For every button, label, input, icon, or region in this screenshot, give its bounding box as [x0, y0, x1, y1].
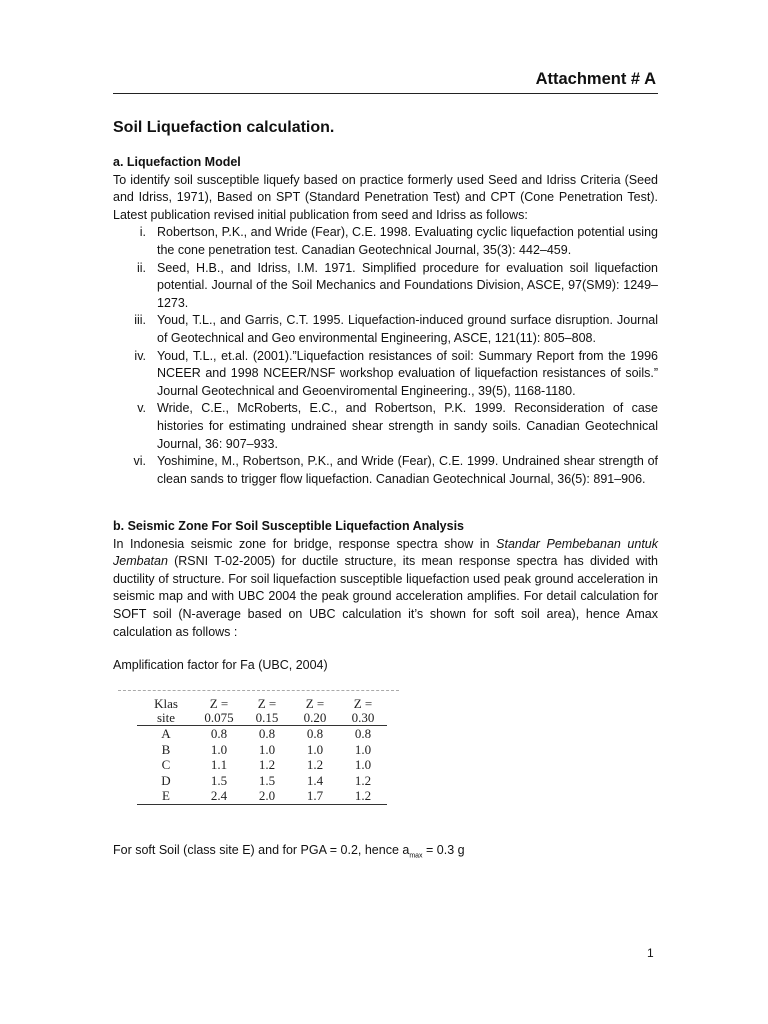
reference-item — [113, 224, 658, 259]
amplification-title: Amplification factor for Fa (UBC, 2004) — [113, 658, 328, 672]
standard-name: Standar Pembebanan untuk Jembatan — [113, 536, 659, 569]
reference-item — [113, 260, 658, 313]
table-header-row — [137, 697, 387, 711]
table-cell: 1.1 — [210, 757, 228, 772]
reference-item — [113, 400, 658, 453]
conclusion-text: For soft Soil (class site E) and for PGA = 0.2, hence a — [113, 843, 410, 857]
table-cell: 0.8 — [354, 726, 372, 741]
amplification-table-image — [115, 690, 405, 826]
table-cell: 1.2 — [339, 788, 387, 804]
table-cell: 1.0 — [354, 741, 372, 757]
reference-text: Youd, T.L., et.al. (2001).”Liquefaction resistances of soil: Summary Report from the 1996 NCEER and 1998 NCEER/NSF workshop evaluation of liquefaction resistances of soils.” Journal Geotechnical and Geoenviromental Engineering., 39(5), 1168-1180. — [157, 348, 658, 398]
section-b — [113, 518, 658, 641]
document-title: Soil Liquefaction calculation. — [113, 119, 335, 136]
reference-number: vi. — [133, 454, 146, 469]
section-a — [113, 154, 658, 488]
table-cell: 1.5 — [258, 772, 276, 788]
header-cell: 0.15 — [243, 711, 291, 726]
table-cell: 1.7 — [291, 788, 339, 804]
amax-subscript: max — [409, 852, 423, 860]
reference-item — [113, 312, 658, 347]
table-cell: 2.0 — [243, 788, 291, 804]
table-cell: 0.8 — [258, 726, 276, 741]
reference-number: i. — [139, 225, 146, 240]
table-cell: 1.2 — [258, 757, 276, 772]
reference-text: Wride, C.E., McRoberts, E.C., and Robertson, P.K. 1999. Reconsideration of case histories for estimating undrained shear strength in sandy soils. Canadian Geotechnical Journal, 36: 907–933. — [157, 401, 658, 451]
paragraph-text: In Indonesia seismic zone for bridge, response spectra show in — [113, 536, 497, 551]
table-cell: 1.2 — [354, 772, 372, 788]
reference-item — [113, 453, 658, 488]
site-class-cell: E — [137, 788, 195, 804]
reference-text: Seed, H.B., and Idriss, I.M. 1971. Simplified procedure for evaluation soil liquefaction potential. Journal of the Soil Mechanics and Foundations Division, ASCE, 97(SM9): 1249–1273. — [157, 260, 658, 310]
table-cell: 1.5 — [210, 772, 228, 788]
table-header-row — [137, 711, 387, 726]
site-class-cell: A — [161, 726, 171, 741]
site-class-cell: B — [161, 741, 171, 757]
section-b-paragraph — [113, 536, 658, 642]
reference-number: iii. — [134, 313, 146, 328]
header-cell: Z = — [257, 696, 277, 711]
header-cell: Klas — [154, 696, 178, 711]
section-b-heading: b. Seismic Zone For Soil Susceptible Liquefaction Analysis — [113, 519, 465, 533]
header-cell: site — [137, 711, 195, 726]
section-a-heading: a. Liquefaction Model — [113, 155, 241, 169]
table-cell: 0.8 — [306, 726, 324, 741]
scan-cutoff-line — [118, 690, 399, 691]
page-number: 1 — [647, 946, 654, 960]
header-cell: 0.075 — [195, 711, 243, 726]
reference-text: Robertson, P.K., and Wride (Fear), C.E. 1998. Evaluating cyclic liquefaction potential using the cone penetration test. Canadian Geotechnical Journal, 35(3): 442–459. — [157, 225, 658, 257]
amplification-table — [137, 697, 387, 805]
paragraph-text: (RSNI T-02-2005) for ductile structure, its mean response spectra has divided with ductility of structure. For soil liquefaction susceptible liquefaction used peak ground acceleration in seismic map and with UBC 2004 the peak ground acceleration amplifies. For detail calculation for SOFT soil (N-average based on UBC calculation it’s shown for soft soil area), hence Amax calculation as follows : — [113, 554, 658, 639]
table-row — [137, 788, 387, 804]
page-header — [113, 68, 658, 94]
table-cell: 1.0 — [306, 741, 324, 757]
conclusion-value: = 0.3 g — [422, 843, 465, 857]
site-class-cell: C — [161, 757, 171, 772]
table-cell: 2.4 — [195, 788, 243, 804]
reference-number: v. — [137, 401, 146, 416]
reference-number: iv. — [134, 348, 146, 363]
table-row — [137, 773, 387, 789]
header-cell: 0.30 — [339, 711, 387, 726]
reference-text: Yoshimine, M., Robertson, P.K., and Wride (Fear), C.E. 1999. Undrained shear strength of clean sands to trigger flow liquefaction. Canadian Geotechnical Journal, 36(5): 891–906. — [157, 454, 658, 486]
table-row — [137, 726, 387, 742]
table-cell: 1.0 — [210, 741, 228, 757]
conclusion-line — [113, 843, 465, 860]
header-cell: Z = — [209, 696, 229, 711]
reference-list — [113, 224, 658, 488]
reference-text: Youd, T.L., and Garris, C.T. 1995. Liquefaction-induced ground surface disruption. Journal of Geotechnical and Geo environmental Engineering, ASCE, 121(11): 805–808. — [157, 313, 658, 345]
section-a-intro: To identify soil susceptible liquefy based on practice formerly used Seed and Idriss Criteria (Seed and Idriss, 1971), Based on SPT (Standard Penetration Test) and CPT (Cone Penetration Test). Latest publication revised initial publication from seed and Idriss as follows: — [113, 172, 658, 222]
table-row — [137, 757, 387, 773]
header-cell: Z = — [305, 696, 325, 711]
table-row — [137, 742, 387, 758]
site-class-cell: D — [161, 772, 171, 788]
table-cell: 1.0 — [354, 757, 372, 772]
table-cell: 1.2 — [306, 757, 324, 772]
table-cell: 1.4 — [306, 772, 324, 788]
table-cell: 1.0 — [258, 741, 276, 757]
table-cell: 0.8 — [210, 726, 228, 741]
header-cell: 0.20 — [291, 711, 339, 726]
attachment-title: Attachment # A — [535, 70, 656, 88]
reference-number: ii. — [136, 260, 146, 275]
header-cell: Z = — [353, 696, 373, 711]
reference-item — [113, 348, 658, 401]
